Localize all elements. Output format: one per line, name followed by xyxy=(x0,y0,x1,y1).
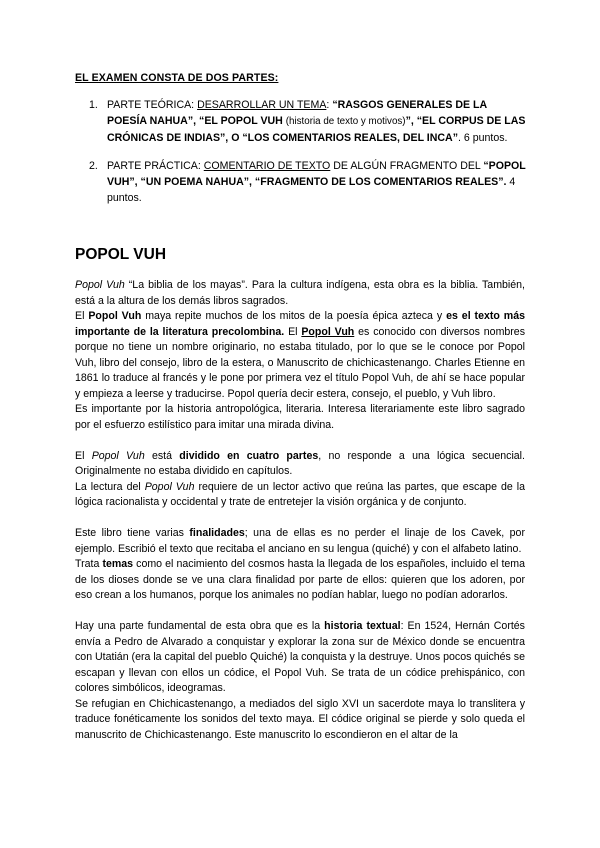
paragraph-history xyxy=(75,619,525,697)
text-run: maya repite muchos de los mitos de la poesía épica azteca y xyxy=(141,310,447,322)
book-title: Popol Vuh xyxy=(88,310,142,322)
part-points: . 6 puntos. xyxy=(458,132,508,144)
part-topics-continued: ”, “EL CORPUS DE LAS CRÓNICAS DE INDIAS”, O “LOS COMENTARIOS REALES, DEL INCA” xyxy=(107,115,526,144)
text-run: La lectura del xyxy=(75,480,145,493)
text-run: El xyxy=(75,310,89,322)
exam-parts-list xyxy=(75,97,527,218)
part-colon: : xyxy=(326,99,330,111)
emphasis: historia textual xyxy=(324,620,401,632)
text-run: El xyxy=(75,449,92,462)
part-task: DESARROLLAR UN TEMA xyxy=(197,99,327,111)
emphasis: es el texto más importante de la literatura precolombina. xyxy=(75,310,525,338)
emphasis: temas xyxy=(102,558,134,570)
text-run: requiere de un lector activo que reúna las partes, que escape de la lógica racionalista y occidental y trate de entretejer la visión orgánica y de conjunto. xyxy=(75,480,525,508)
exam-title: EL EXAMEN CONSTA DE DOS PARTES: xyxy=(75,72,279,84)
part-label: PARTE PRÁCTICA: xyxy=(107,160,201,172)
text-run: Hay una parte fundamental de esta obra que es la xyxy=(75,620,325,632)
text-run: Trata xyxy=(75,558,103,570)
paragraph-gap xyxy=(75,604,525,620)
paragraph-names xyxy=(75,309,525,402)
paragraph-themes xyxy=(75,557,525,604)
text-run: Este libro tiene varias xyxy=(75,527,190,539)
text-run: está xyxy=(144,449,180,462)
part-topic-note: (historia de texto y motivos) xyxy=(285,116,406,127)
paragraph-structure xyxy=(75,449,525,480)
paragraph-purposes xyxy=(75,526,525,557)
part-task-rest: DE ALGÚN FRAGMENTO DEL xyxy=(330,160,484,172)
paragraph-gap xyxy=(75,511,525,527)
text-run: El xyxy=(284,325,302,338)
text-run: , no responde a una lógica secuencial. Originalmente no estaba dividido en capítulos. xyxy=(75,449,525,477)
paragraph-gap xyxy=(75,433,525,449)
exam-part-theory xyxy=(75,97,527,146)
list-number: 1. xyxy=(89,99,98,111)
paragraph-manuscript: Se refugian en Chichicastenango, a mediados del siglo XVI un sacerdote maya lo translitera y traduce fonéticamente los sonidos del texto maya. El códice original se pierde y solo queda el manuscrito de Chichicastenango. Este manuscrito lo escondieron en el altar de la xyxy=(75,697,525,741)
paragraph-intro xyxy=(75,278,525,309)
book-title: Popol Vuh xyxy=(75,279,125,291)
text-run: como el nacimiento del cosmos hasta la llegada de los españoles, incluido el tema de los dioses donde se ve una clara finalidad por parte de ellos: quieren que los adoren, por eso crean a los humanos, porque los animales no podían hablar, luego no podían adorarlos. xyxy=(75,558,526,601)
emphasis: finalidades xyxy=(189,527,245,539)
exam-part-practice xyxy=(75,158,527,206)
part-label: PARTE TEÓRICA: xyxy=(107,99,195,111)
section-body xyxy=(75,278,525,743)
paragraph-text: “La biblia de los mayas”. Para la cultura indígena, esta obra es la biblia. También, está a la altura de los demás libros sagrados. xyxy=(75,279,525,307)
book-title: Popol Vuh xyxy=(144,480,195,493)
part-topics: “RASGOS GENERALES DE LA POESÍA NAHUA”, “EL POPOL VUH xyxy=(107,99,487,127)
text-run: es conocido con diversos nombres porque no tiene un nombre originario, no estaba titulado, por lo que se le conoce por Popol Vuh, libro del consejo, libro de la estera, o Manuscrito de chichicastenango. Charles Etienne en 1861 lo traduce al francés y le pone por primera vez el título Popol Vuh, de ahí se hace popular y empieza a leerse y traducirse. Popol quería decir estera, consejo, el pueblo, y Vuh libro. xyxy=(75,325,525,400)
paragraph-importance: Es importante por la historia antropológica, literaria. Interesa literariamente este libro sagrado por el esfuerzo estilístico para imitar una mirada divina. xyxy=(75,403,525,431)
part-points: 4 puntos. xyxy=(107,176,516,204)
list-number: 2. xyxy=(89,160,98,172)
paragraph-reading xyxy=(75,480,525,511)
section-heading: POPOL VUH xyxy=(75,246,167,263)
book-title: Popol Vuh xyxy=(301,325,355,338)
text-run: : En 1524, Hernán Cortés envía a Pedro de Alvarado a conquistar y explorar la zona sur de México donde se encuentra con Utatián (era la capital del pueblo Quiché) la conquista y la destruye. Unos pocos quichés se escapan y llevan con ellos un códice, el Popol Vuh. Se trata de un códice prehispánico, con colores simbólicos, ideogramas. xyxy=(75,620,525,694)
text-run: ; una de ellas es no perder el linaje de los Cavek, por ejemplo. Escribió el texto que recitaba el anciano en su lengua (quiché) y con el alfabeto latino. xyxy=(75,527,525,555)
emphasis: dividido en cuatro partes xyxy=(179,449,319,462)
book-title: Popol Vuh xyxy=(91,449,145,462)
part-topics: “POPOL VUH”, “UN POEMA NAHUA”, “FRAGMENTO DE LOS COMENTARIOS REALES”. xyxy=(107,160,526,188)
part-task: COMENTARIO DE TEXTO xyxy=(203,160,331,172)
